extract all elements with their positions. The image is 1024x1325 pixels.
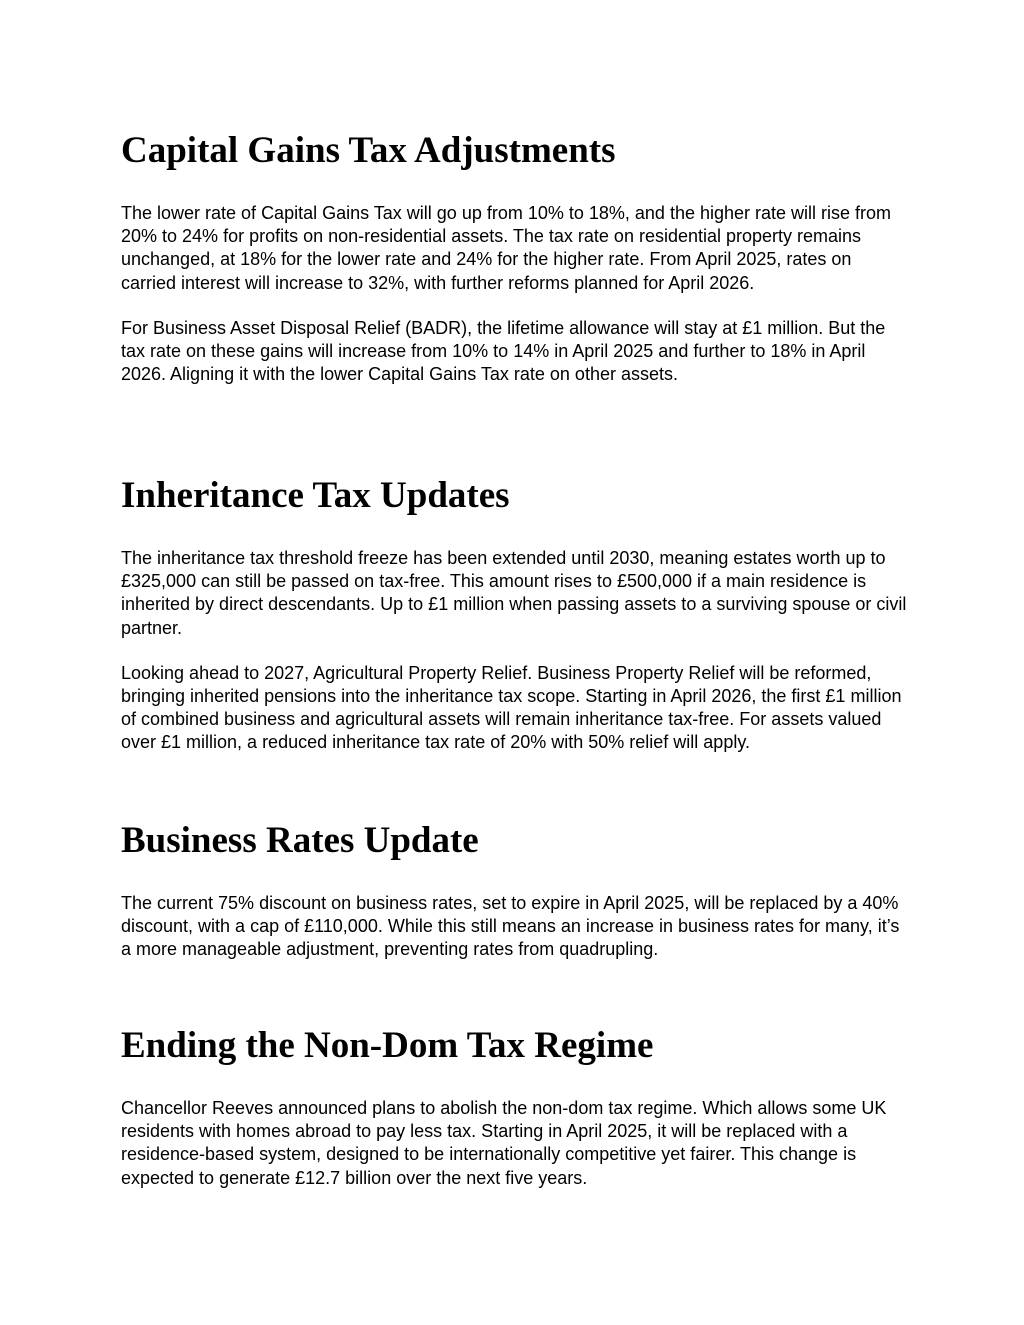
section-paragraph: Chancellor Reeves announced plans to abolish the non-dom tax regime. Which allows some UK residents with homes abroad to pay less tax. Starting in April 2025, it will be replaced with a residence-based system, designed to be internationally competitive yet fairer. This change is expected to generate £12.7 billion over the next five years. bbox=[121, 1098, 887, 1188]
section-heading: Ending the Non-Dom Tax Regime bbox=[121, 1025, 654, 1066]
section-business-rates bbox=[121, 819, 911, 962]
section-paragraph: The inheritance tax threshold freeze has been extended until 2030, meaning estates worth up to £325,000 can still be passed on tax-free. This amount rises to £500,000 if a main residence is inherited by direct descendants. Up to £1 million when passing assets to a surviving spouse or civil partner. bbox=[121, 548, 907, 638]
section-paragraph: For Business Asset Disposal Relief (BADR), the lifetime allowance will stay at £1 million. But the tax rate on these gains will increase from 10% to 14% in April 2025 and further to 18% in April 2026. Aligning it with the lower Capital Gains Tax rate on other assets. bbox=[121, 317, 886, 385]
section-paragraph: Looking ahead to 2027, Agricultural Property Relief. Business Property Relief will be reformed, bringing inherited pensions into the inheritance tax scope. Starting in April 2026, the first £1 million of combined business and agricultural assets will remain inheritance tax-free. For assets valued over £1 million, a reduced inheritance tax rate of 20% with 50% relief will apply. bbox=[121, 662, 902, 753]
section-heading: Business Rates Update bbox=[121, 820, 479, 861]
section-paragraph: The lower rate of Capital Gains Tax will go up from 10% to 18%, and the higher rate will rise from 20% to 24% for profits on non-residential assets. The tax rate on residential property remains unchanged, at 18% for the lower rate and 24% for the higher rate. From April 2025, rates on carried interest will increase to 32%, with further reforms planned for April 2026. bbox=[121, 203, 892, 293]
section-heading: Inheritance Tax Updates bbox=[121, 475, 510, 516]
section-non-dom-tax-regime bbox=[121, 1024, 911, 1190]
section-heading: Capital Gains Tax Adjustments bbox=[121, 130, 616, 171]
section-inheritance-tax bbox=[121, 474, 911, 755]
section-capital-gains-tax bbox=[121, 129, 911, 386]
section-paragraph: The current 75% discount on business rates, set to expire in April 2025, will be replaced by a 40% discount, with a cap of £110,000. While this still means an increase in business rates for many, it’s a more manageable adjustment, preventing rates from quadrupling. bbox=[121, 893, 900, 960]
